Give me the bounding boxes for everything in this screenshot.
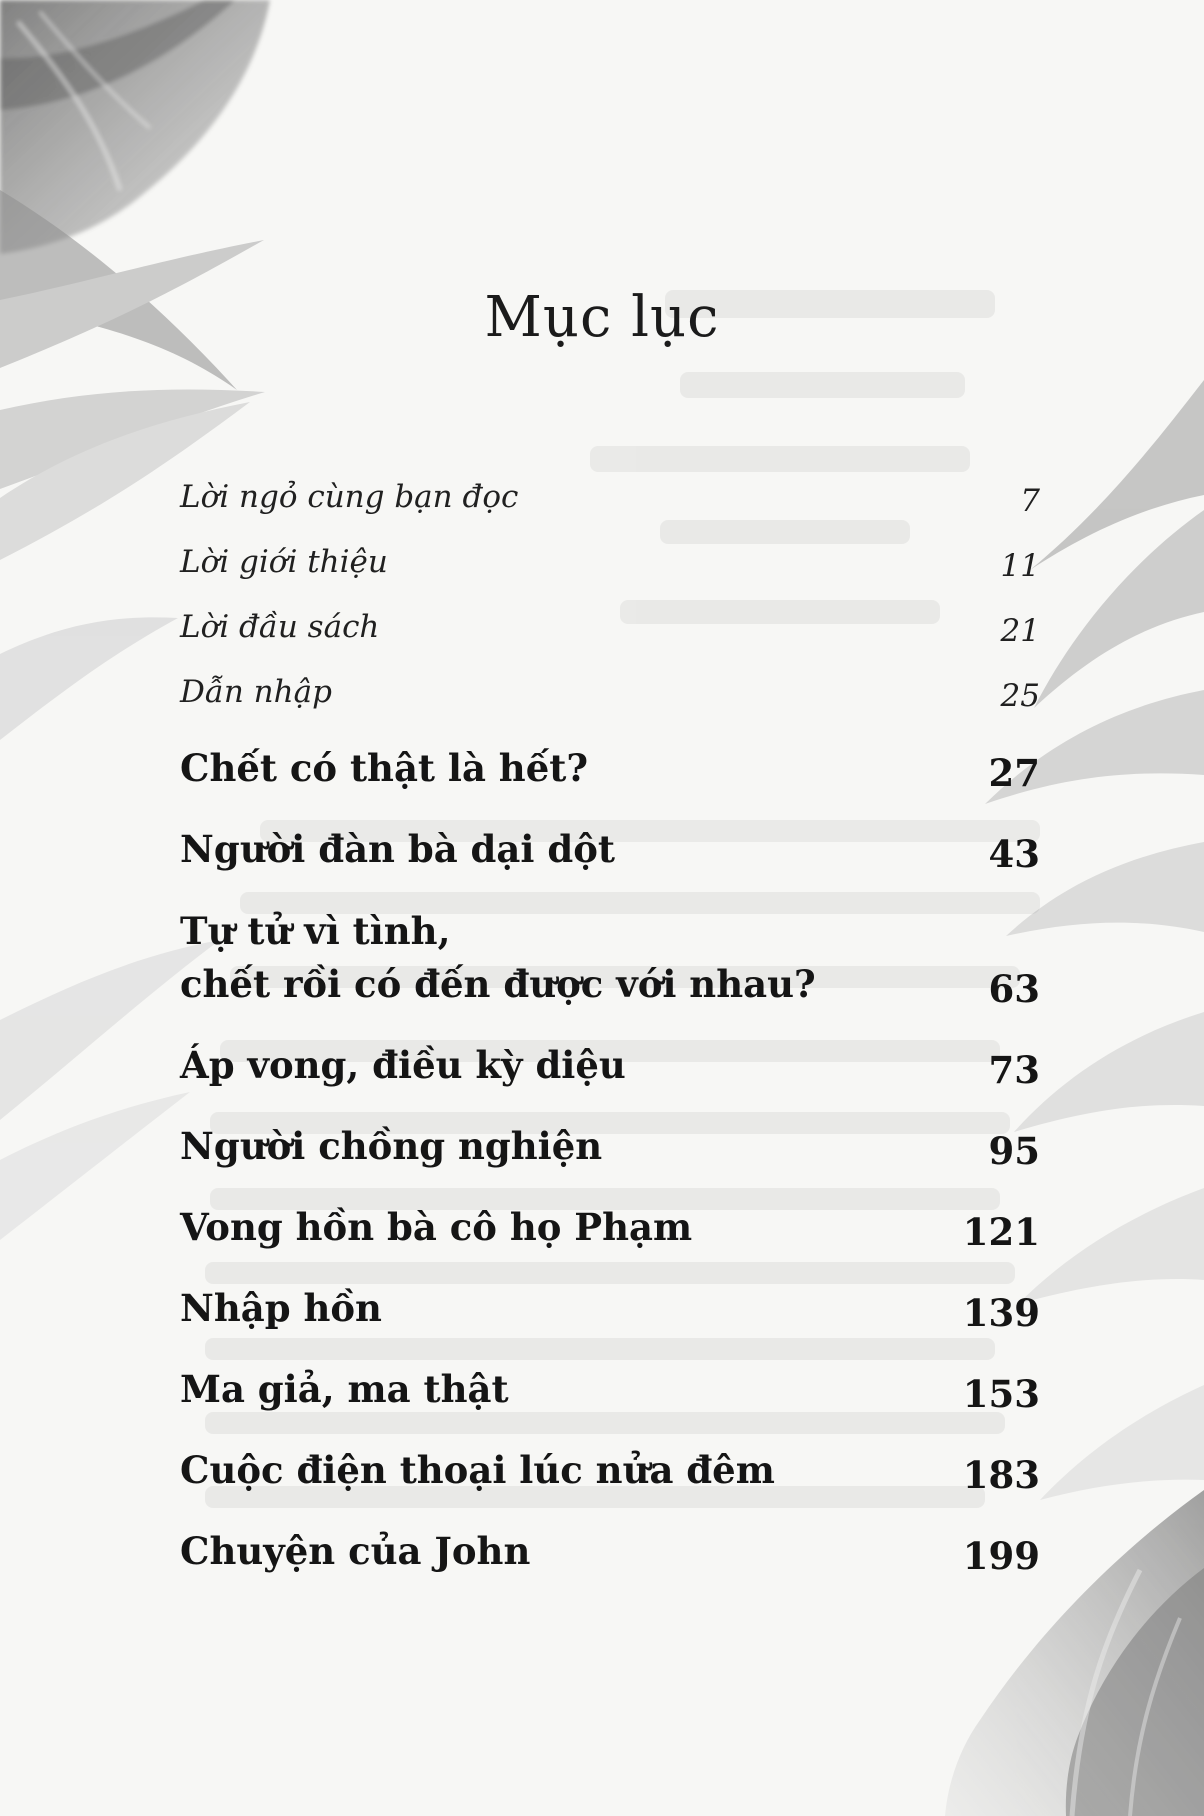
- toc-entry-page-number: 183: [962, 1453, 1040, 1497]
- toc-entry-page-number: 11: [1000, 548, 1040, 584]
- page-title: Mục lục: [484, 285, 720, 350]
- toc-entry-chapter-5: [180, 1093, 1040, 1174]
- toc-entry-page-number: 63: [988, 967, 1040, 1011]
- toc-entry-page-number: 73: [988, 1048, 1040, 1092]
- toc-entry-title: Lời ngỏ cùng bạn đọc: [180, 479, 519, 516]
- toc-entry-chapter-7: [180, 1255, 1040, 1336]
- toc-entry-page-number: 7: [1020, 483, 1040, 519]
- toc-entry-front-3: [180, 585, 1040, 650]
- toc-entry-chapter-3: [180, 877, 1040, 1012]
- toc-entry-title: Lời đầu sách: [180, 609, 380, 646]
- toc-entry-chapter-2: [180, 796, 1040, 877]
- toc-entry-title: Người đàn bà dại dột: [180, 827, 615, 872]
- toc-entry-title: Chuyện của John: [180, 1529, 531, 1574]
- toc-entry-page-number: 139: [962, 1291, 1040, 1335]
- toc-entry-page-number: 95: [988, 1129, 1040, 1173]
- table-of-contents: [180, 455, 1040, 1579]
- toc-entry-title: Dẫn nhập: [180, 674, 332, 711]
- toc-entry-front-4: [180, 650, 1040, 715]
- toc-entry-title: Tự tử vì tình, chết rồi có đến được với nhau?: [180, 908, 816, 1007]
- toc-entry-front-1: [180, 455, 1040, 520]
- toc-entry-chapter-4: [180, 1012, 1040, 1093]
- toc-entry-title: Ma giả, ma thật: [180, 1367, 509, 1412]
- toc-entry-title: Người chồng nghiện: [180, 1124, 603, 1169]
- toc-entry-chapter-8: [180, 1336, 1040, 1417]
- toc-entry-chapter-10: [180, 1498, 1040, 1579]
- toc-entry-title: Áp vong, điều kỳ diệu: [180, 1043, 626, 1088]
- toc-entry-chapter-6: [180, 1174, 1040, 1255]
- toc-entry-title: Cuộc điện thoại lúc nửa đêm: [180, 1448, 775, 1493]
- toc-entry-page-number: 43: [988, 832, 1040, 876]
- toc-entry-front-2: [180, 520, 1040, 585]
- toc-entry-chapter-1: [180, 715, 1040, 796]
- toc-entry-page-number: 27: [988, 751, 1040, 795]
- toc-entry-page-number: 121: [962, 1210, 1040, 1254]
- toc-entry-page-number: 25: [1000, 678, 1040, 714]
- toc-entry-title: Vong hồn bà cô họ Phạm: [180, 1205, 693, 1250]
- toc-entry-page-number: 153: [962, 1372, 1040, 1416]
- toc-entry-title: Nhập hồn: [180, 1286, 382, 1331]
- toc-entry-chapter-9: [180, 1417, 1040, 1498]
- toc-entry-title: Lời giới thiệu: [180, 544, 388, 581]
- toc-entry-page-number: 199: [962, 1534, 1040, 1578]
- toc-entry-title: Chết có thật là hết?: [180, 746, 589, 791]
- toc-entry-page-number: 21: [1000, 613, 1040, 649]
